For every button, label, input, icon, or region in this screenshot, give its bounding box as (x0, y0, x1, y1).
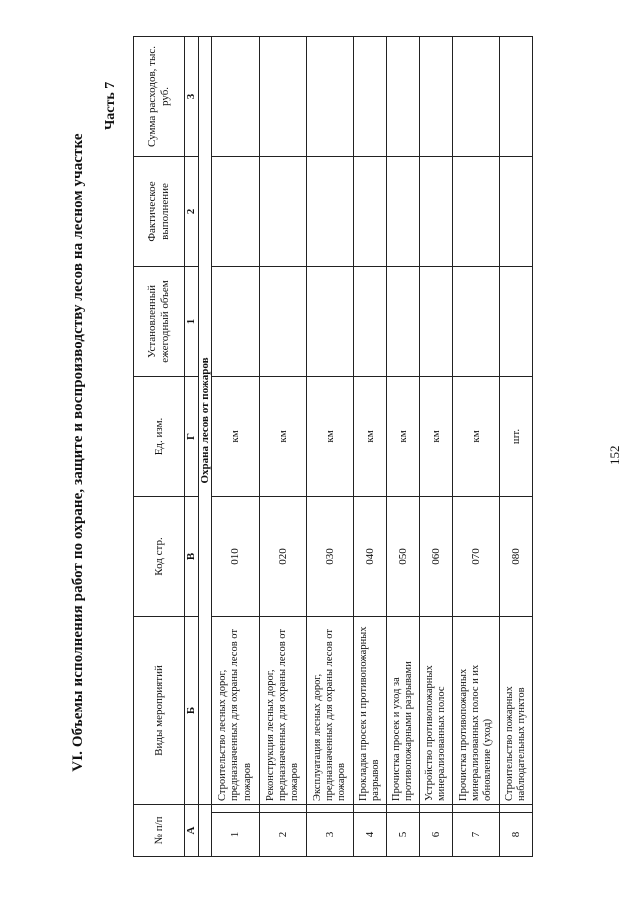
page-number: 152 (607, 445, 622, 465)
row-gutter (452, 804, 499, 812)
row-code: 080 (500, 496, 533, 616)
row-unit: км (259, 376, 306, 496)
row-unit: км (212, 376, 259, 496)
header-cell-num: № п/п (134, 804, 185, 856)
row-cost (420, 36, 453, 156)
letter-cell: А (185, 804, 199, 856)
header-cell-unit: Ед. изм. (134, 376, 185, 496)
row-activity-name: Прокладка просек и противопожарных разрывов (354, 616, 387, 804)
row-actual (452, 156, 499, 266)
row-code: 070 (452, 496, 499, 616)
row-planned (259, 266, 306, 376)
row-cost (259, 36, 306, 156)
row-actual (307, 156, 354, 266)
table-row (259, 36, 306, 856)
letter-cell: В (185, 496, 199, 616)
header-row (134, 36, 185, 856)
header-cell-planned: Установленный ежегодный объем (134, 266, 185, 376)
row-code: 010 (212, 496, 259, 616)
works-table (133, 36, 533, 857)
row-activity-name: Эксплуатация лесных дорог, предназначенных для охраны лесов от пожаров (307, 616, 354, 804)
row-gutter (387, 804, 420, 812)
row-number: 3 (307, 813, 354, 857)
section-title: Охрана лесов от пожаров (198, 36, 212, 804)
row-number: 2 (259, 813, 306, 857)
row-actual (500, 156, 533, 266)
row-planned (500, 266, 533, 376)
row-planned (452, 266, 499, 376)
row-cost (452, 36, 499, 156)
row-number: 5 (387, 813, 420, 857)
letter-cell: 1 (185, 266, 199, 376)
row-gutter (259, 804, 306, 812)
row-code: 030 (307, 496, 354, 616)
row-unit: км (420, 376, 453, 496)
table-row (354, 36, 387, 856)
row-gutter (307, 804, 354, 812)
row-code: 050 (387, 496, 420, 616)
row-unit: км (452, 376, 499, 496)
row-actual (212, 156, 259, 266)
row-number: 4 (354, 813, 387, 857)
row-unit: км (387, 376, 420, 496)
row-activity-name: Реконструкция лесных дорог, предназначенных для охраны лесов от пожаров (259, 616, 306, 804)
row-unit: км (307, 376, 354, 496)
row-activity-name: Строительство пожарных наблюдательных пунктов (500, 616, 533, 804)
letter-cell: Б (185, 616, 199, 804)
row-code: 060 (420, 496, 453, 616)
row-gutter (212, 804, 259, 812)
letter-cell: 2 (185, 156, 199, 266)
header-cell-cost: Сумма расходов, тыс. руб. (134, 36, 185, 156)
header-cell-name: Виды мероприятий (134, 616, 185, 804)
row-activity-name: Строительство лесных дорог, предназначенных для охраны лесов от пожаров (212, 616, 259, 804)
row-number: 7 (452, 813, 499, 857)
row-cost (354, 36, 387, 156)
table-row (420, 36, 453, 856)
row-planned (212, 266, 259, 376)
row-actual (420, 156, 453, 266)
column-letters-row (185, 36, 199, 856)
part-label: Часть 7 (103, 81, 118, 130)
row-number: 6 (420, 813, 453, 857)
letter-cell: Г (185, 376, 199, 496)
row-gutter (420, 804, 453, 812)
row-cost (212, 36, 259, 156)
row-cost (387, 36, 420, 156)
row-planned (420, 266, 453, 376)
row-activity-name: Прочистка просек и уход за противопожарными разрывами (387, 616, 420, 804)
table-row (307, 36, 354, 856)
table-row (212, 36, 259, 856)
row-actual (354, 156, 387, 266)
row-code: 040 (354, 496, 387, 616)
row-planned (387, 266, 420, 376)
table-row (452, 36, 499, 856)
row-code: 020 (259, 496, 306, 616)
page-title: VI. Объемы исполнения работ по охране, защите и воспроизводству лесов на лесном участке (70, 133, 86, 772)
row-planned (307, 266, 354, 376)
row-gutter (354, 804, 387, 812)
header-cell-code: Код стр. (134, 496, 185, 616)
row-number: 8 (500, 813, 533, 857)
table-row (500, 36, 533, 856)
row-cost (500, 36, 533, 156)
letter-cell: 3 (185, 36, 199, 156)
row-activity-name: Прочистка противопожарных минерализованных полос и их обновление (уход) (452, 616, 499, 804)
row-planned (354, 266, 387, 376)
header-cell-actual: Фактическое выполнение (134, 156, 185, 266)
table-row (387, 36, 420, 856)
row-actual (259, 156, 306, 266)
row-gutter (500, 804, 533, 812)
section-row (198, 36, 212, 856)
row-cost (307, 36, 354, 156)
row-number: 1 (212, 813, 259, 857)
row-actual (387, 156, 420, 266)
row-unit: км (354, 376, 387, 496)
row-unit: шт. (500, 376, 533, 496)
row-activity-name: Устройство противопожарных минерализованных полос (420, 616, 453, 804)
